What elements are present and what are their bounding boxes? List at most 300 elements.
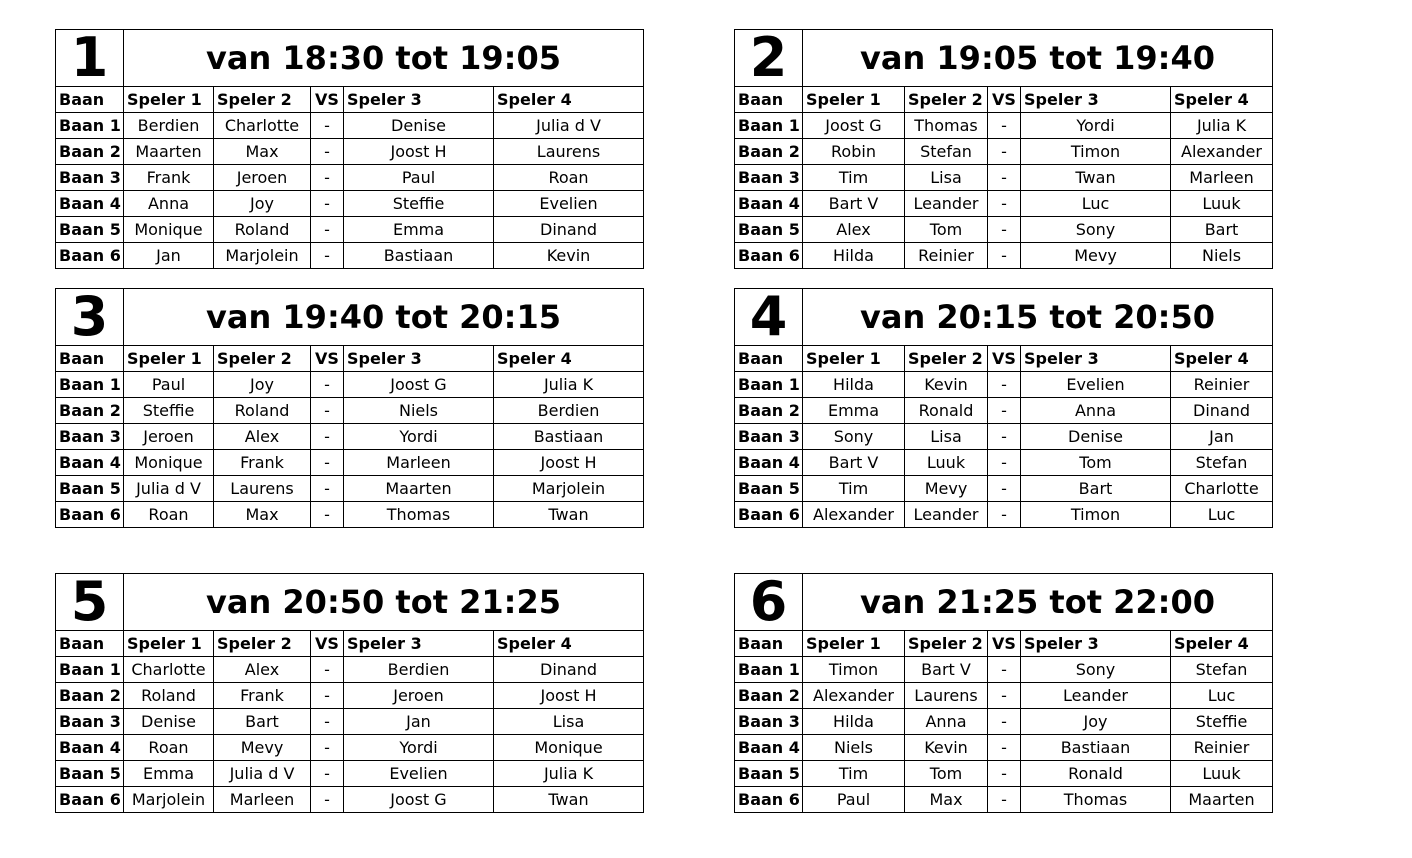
header-player-2: Speler 2 <box>214 631 311 657</box>
player-1: Timon <box>803 657 905 683</box>
table-row <box>56 450 644 476</box>
header-player-2: Speler 2 <box>214 87 311 113</box>
header-player-1: Speler 1 <box>803 346 905 372</box>
table-row <box>735 683 1273 709</box>
table-row <box>735 424 1273 450</box>
round-number: 3 <box>56 289 124 346</box>
table-row <box>56 217 644 243</box>
player-4: Dinand <box>494 657 644 683</box>
player-4: Dinand <box>494 217 644 243</box>
header-lane: Baan <box>735 346 803 372</box>
player-1: Jan <box>124 243 214 269</box>
player-4: Twan <box>494 502 644 528</box>
player-2: Frank <box>214 683 311 709</box>
table-row <box>735 502 1273 528</box>
header-player-4: Speler 4 <box>494 87 644 113</box>
lane-label: Baan 5 <box>56 476 124 502</box>
round-time-title: van 20:50 tot 21:25 <box>124 574 644 631</box>
player-1: Tim <box>803 761 905 787</box>
table-row <box>56 191 644 217</box>
vs-dash: - <box>311 113 344 139</box>
player-4: Niels <box>1171 243 1273 269</box>
lane-label: Baan 1 <box>735 657 803 683</box>
player-1: Bart V <box>803 191 905 217</box>
lane-label: Baan 1 <box>56 372 124 398</box>
player-1: Anna <box>124 191 214 217</box>
round-time-title: van 20:15 tot 20:50 <box>803 289 1273 346</box>
header-player-4: Speler 4 <box>1171 346 1273 372</box>
lane-label: Baan 3 <box>735 424 803 450</box>
lane-label: Baan 4 <box>56 450 124 476</box>
player-2: Marleen <box>214 787 311 813</box>
player-1: Hilda <box>803 243 905 269</box>
player-2: Bart V <box>905 657 988 683</box>
player-4: Marjolein <box>494 476 644 502</box>
player-1: Alexander <box>803 683 905 709</box>
header-lane: Baan <box>56 87 124 113</box>
player-2: Jeroen <box>214 165 311 191</box>
table-row <box>735 476 1273 502</box>
vs-dash: - <box>311 424 344 450</box>
table-row <box>735 217 1273 243</box>
player-3: Evelien <box>344 761 494 787</box>
lane-label: Baan 2 <box>735 683 803 709</box>
header-vs: VS <box>311 631 344 657</box>
vs-dash: - <box>988 735 1021 761</box>
player-4: Roan <box>494 165 644 191</box>
player-3: Jan <box>344 709 494 735</box>
header-vs: VS <box>988 631 1021 657</box>
table-row <box>56 165 644 191</box>
vs-dash: - <box>311 139 344 165</box>
vs-dash: - <box>988 709 1021 735</box>
header-vs: VS <box>988 87 1021 113</box>
player-4: Charlotte <box>1171 476 1273 502</box>
player-2: Kevin <box>905 735 988 761</box>
player-1: Steffie <box>124 398 214 424</box>
vs-dash: - <box>988 657 1021 683</box>
player-2: Thomas <box>905 113 988 139</box>
player-3: Ronald <box>1021 761 1171 787</box>
table-row <box>735 657 1273 683</box>
player-3: Thomas <box>344 502 494 528</box>
vs-dash: - <box>988 191 1021 217</box>
player-3: Luc <box>1021 191 1171 217</box>
player-2: Lisa <box>905 165 988 191</box>
player-1: Charlotte <box>124 657 214 683</box>
player-4: Luuk <box>1171 761 1273 787</box>
player-4: Jan <box>1171 424 1273 450</box>
player-1: Sony <box>803 424 905 450</box>
table-row <box>735 113 1273 139</box>
player-2: Max <box>214 139 311 165</box>
lane-label: Baan 4 <box>735 191 803 217</box>
player-3: Joost G <box>344 372 494 398</box>
lane-label: Baan 5 <box>735 761 803 787</box>
player-2: Max <box>214 502 311 528</box>
header-player-3: Speler 3 <box>344 87 494 113</box>
player-3: Niels <box>344 398 494 424</box>
header-player-1: Speler 1 <box>124 631 214 657</box>
header-player-3: Speler 3 <box>1021 87 1171 113</box>
player-2: Laurens <box>905 683 988 709</box>
lane-label: Baan 3 <box>735 165 803 191</box>
round-schedule-2 <box>734 29 1273 269</box>
player-1: Denise <box>124 709 214 735</box>
player-1: Marjolein <box>124 787 214 813</box>
lane-label: Baan 6 <box>56 243 124 269</box>
lane-label: Baan 4 <box>56 191 124 217</box>
header-player-3: Speler 3 <box>1021 631 1171 657</box>
vs-dash: - <box>311 709 344 735</box>
player-2: Laurens <box>214 476 311 502</box>
table-row <box>56 787 644 813</box>
player-2: Alex <box>214 657 311 683</box>
player-4: Dinand <box>1171 398 1273 424</box>
lane-label: Baan 2 <box>56 139 124 165</box>
player-2: Kevin <box>905 372 988 398</box>
vs-dash: - <box>311 217 344 243</box>
lane-label: Baan 2 <box>56 683 124 709</box>
player-2: Alex <box>214 424 311 450</box>
vs-dash: - <box>311 657 344 683</box>
table-row <box>56 476 644 502</box>
header-player-4: Speler 4 <box>1171 87 1273 113</box>
lane-label: Baan 1 <box>56 113 124 139</box>
lane-label: Baan 3 <box>56 424 124 450</box>
lane-label: Baan 5 <box>56 217 124 243</box>
lane-label: Baan 4 <box>56 735 124 761</box>
header-player-1: Speler 1 <box>124 87 214 113</box>
player-1: Emma <box>803 398 905 424</box>
vs-dash: - <box>988 372 1021 398</box>
round-schedule-1 <box>55 29 644 269</box>
player-3: Timon <box>1021 139 1171 165</box>
player-1: Hilda <box>803 372 905 398</box>
player-1: Roan <box>124 502 214 528</box>
player-2: Julia d V <box>214 761 311 787</box>
player-4: Julia K <box>1171 113 1273 139</box>
player-4: Reinier <box>1171 735 1273 761</box>
table-row <box>735 735 1273 761</box>
table-row <box>56 243 644 269</box>
vs-dash: - <box>311 787 344 813</box>
lane-label: Baan 1 <box>56 657 124 683</box>
player-2: Max <box>905 787 988 813</box>
player-2: Marjolein <box>214 243 311 269</box>
player-3: Bastiaan <box>344 243 494 269</box>
header-player-2: Speler 2 <box>905 87 988 113</box>
table-row <box>735 398 1273 424</box>
table-row <box>735 787 1273 813</box>
player-1: Hilda <box>803 709 905 735</box>
player-3: Paul <box>344 165 494 191</box>
round-schedule-4 <box>734 288 1273 528</box>
player-2: Ronald <box>905 398 988 424</box>
player-1: Tim <box>803 165 905 191</box>
player-1: Paul <box>124 372 214 398</box>
player-2: Tom <box>905 217 988 243</box>
player-4: Alexander <box>1171 139 1273 165</box>
player-3: Evelien <box>1021 372 1171 398</box>
lane-label: Baan 2 <box>735 139 803 165</box>
player-4: Twan <box>494 787 644 813</box>
vs-dash: - <box>988 217 1021 243</box>
player-3: Anna <box>1021 398 1171 424</box>
lane-label: Baan 6 <box>56 502 124 528</box>
header-vs: VS <box>988 346 1021 372</box>
player-1: Frank <box>124 165 214 191</box>
player-4: Maarten <box>1171 787 1273 813</box>
vs-dash: - <box>311 476 344 502</box>
table-row <box>56 424 644 450</box>
player-4: Luuk <box>1171 191 1273 217</box>
vs-dash: - <box>311 761 344 787</box>
player-3: Mevy <box>1021 243 1171 269</box>
lane-label: Baan 4 <box>735 450 803 476</box>
vs-dash: - <box>311 735 344 761</box>
player-3: Emma <box>344 217 494 243</box>
player-3: Denise <box>1021 424 1171 450</box>
player-1: Alexander <box>803 502 905 528</box>
vs-dash: - <box>988 450 1021 476</box>
round-schedule-5 <box>55 573 644 813</box>
header-player-3: Speler 3 <box>344 346 494 372</box>
player-3: Joy <box>1021 709 1171 735</box>
vs-dash: - <box>311 191 344 217</box>
player-4: Stefan <box>1171 450 1273 476</box>
player-1: Paul <box>803 787 905 813</box>
table-row <box>56 709 644 735</box>
player-3: Twan <box>1021 165 1171 191</box>
table-row <box>56 502 644 528</box>
lane-label: Baan 5 <box>735 476 803 502</box>
table-row <box>56 398 644 424</box>
vs-dash: - <box>311 165 344 191</box>
player-2: Anna <box>905 709 988 735</box>
lane-label: Baan 6 <box>735 243 803 269</box>
player-4: Julia K <box>494 372 644 398</box>
player-2: Mevy <box>214 735 311 761</box>
lane-label: Baan 3 <box>735 709 803 735</box>
table-row <box>56 139 644 165</box>
round-number: 5 <box>56 574 124 631</box>
player-4: Bart <box>1171 217 1273 243</box>
player-3: Thomas <box>1021 787 1171 813</box>
player-3: Berdien <box>344 657 494 683</box>
player-1: Alex <box>803 217 905 243</box>
round-time-title: van 21:25 tot 22:00 <box>803 574 1273 631</box>
player-1: Emma <box>124 761 214 787</box>
table-row <box>735 372 1273 398</box>
player-2: Mevy <box>905 476 988 502</box>
player-3: Yordi <box>344 424 494 450</box>
player-2: Joy <box>214 191 311 217</box>
round-time-title: van 19:05 tot 19:40 <box>803 30 1273 87</box>
player-4: Luc <box>1171 683 1273 709</box>
player-2: Luuk <box>905 450 988 476</box>
vs-dash: - <box>988 113 1021 139</box>
table-row <box>735 761 1273 787</box>
player-3: Sony <box>1021 657 1171 683</box>
header-player-2: Speler 2 <box>905 346 988 372</box>
vs-dash: - <box>311 243 344 269</box>
lane-label: Baan 1 <box>735 113 803 139</box>
player-1: Monique <box>124 217 214 243</box>
vs-dash: - <box>988 502 1021 528</box>
player-1: Joost G <box>803 113 905 139</box>
player-3: Maarten <box>344 476 494 502</box>
player-4: Julia K <box>494 761 644 787</box>
lane-label: Baan 6 <box>56 787 124 813</box>
player-2: Reinier <box>905 243 988 269</box>
player-2: Bart <box>214 709 311 735</box>
table-row <box>56 372 644 398</box>
vs-dash: - <box>988 787 1021 813</box>
round-number: 6 <box>735 574 803 631</box>
player-2: Roland <box>214 217 311 243</box>
lane-label: Baan 5 <box>735 217 803 243</box>
player-4: Joost H <box>494 450 644 476</box>
player-4: Lisa <box>494 709 644 735</box>
round-number: 1 <box>56 30 124 87</box>
lane-label: Baan 6 <box>735 502 803 528</box>
player-3: Bastiaan <box>1021 735 1171 761</box>
lane-label: Baan 2 <box>56 398 124 424</box>
player-2: Leander <box>905 191 988 217</box>
player-1: Jeroen <box>124 424 214 450</box>
player-3: Timon <box>1021 502 1171 528</box>
lane-label: Baan 4 <box>735 735 803 761</box>
header-player-4: Speler 4 <box>494 631 644 657</box>
player-1: Maarten <box>124 139 214 165</box>
header-player-1: Speler 1 <box>124 346 214 372</box>
vs-dash: - <box>988 165 1021 191</box>
header-lane: Baan <box>735 87 803 113</box>
lane-label: Baan 1 <box>735 372 803 398</box>
round-number: 2 <box>735 30 803 87</box>
player-4: Julia d V <box>494 113 644 139</box>
player-3: Bart <box>1021 476 1171 502</box>
header-player-3: Speler 3 <box>344 631 494 657</box>
player-2: Stefan <box>905 139 988 165</box>
player-1: Robin <box>803 139 905 165</box>
header-lane: Baan <box>56 346 124 372</box>
player-3: Sony <box>1021 217 1171 243</box>
player-1: Tim <box>803 476 905 502</box>
player-2: Charlotte <box>214 113 311 139</box>
table-row <box>56 761 644 787</box>
table-row <box>735 165 1273 191</box>
vs-dash: - <box>988 424 1021 450</box>
player-3: Jeroen <box>344 683 494 709</box>
player-4: Evelien <box>494 191 644 217</box>
player-4: Joost H <box>494 683 644 709</box>
vs-dash: - <box>988 761 1021 787</box>
header-lane: Baan <box>56 631 124 657</box>
table-row <box>56 683 644 709</box>
player-2: Lisa <box>905 424 988 450</box>
round-schedule-6 <box>734 573 1273 813</box>
player-4: Stefan <box>1171 657 1273 683</box>
round-number: 4 <box>735 289 803 346</box>
header-player-2: Speler 2 <box>214 346 311 372</box>
vs-dash: - <box>988 476 1021 502</box>
vs-dash: - <box>988 243 1021 269</box>
lane-label: Baan 3 <box>56 165 124 191</box>
player-1: Roan <box>124 735 214 761</box>
vs-dash: - <box>311 502 344 528</box>
player-1: Bart V <box>803 450 905 476</box>
lane-label: Baan 6 <box>735 787 803 813</box>
player-4: Luc <box>1171 502 1273 528</box>
vs-dash: - <box>988 398 1021 424</box>
player-3: Tom <box>1021 450 1171 476</box>
player-2: Tom <box>905 761 988 787</box>
header-vs: VS <box>311 346 344 372</box>
table-row <box>735 243 1273 269</box>
player-1: Berdien <box>124 113 214 139</box>
player-3: Yordi <box>1021 113 1171 139</box>
table-row <box>735 450 1273 476</box>
vs-dash: - <box>311 450 344 476</box>
player-3: Marleen <box>344 450 494 476</box>
round-schedule-3 <box>55 288 644 528</box>
player-1: Roland <box>124 683 214 709</box>
player-2: Joy <box>214 372 311 398</box>
player-4: Monique <box>494 735 644 761</box>
player-3: Joost H <box>344 139 494 165</box>
header-lane: Baan <box>735 631 803 657</box>
vs-dash: - <box>988 683 1021 709</box>
lane-label: Baan 2 <box>735 398 803 424</box>
vs-dash: - <box>988 139 1021 165</box>
player-1: Julia d V <box>124 476 214 502</box>
player-3: Leander <box>1021 683 1171 709</box>
table-row <box>735 191 1273 217</box>
player-3: Denise <box>344 113 494 139</box>
player-2: Leander <box>905 502 988 528</box>
header-player-4: Speler 4 <box>1171 631 1273 657</box>
round-time-title: van 19:40 tot 20:15 <box>124 289 644 346</box>
player-1: Niels <box>803 735 905 761</box>
player-2: Frank <box>214 450 311 476</box>
table-row <box>735 139 1273 165</box>
lane-label: Baan 5 <box>56 761 124 787</box>
lane-label: Baan 3 <box>56 709 124 735</box>
table-row <box>56 657 644 683</box>
player-1: Monique <box>124 450 214 476</box>
vs-dash: - <box>311 683 344 709</box>
header-player-3: Speler 3 <box>1021 346 1171 372</box>
player-3: Joost G <box>344 787 494 813</box>
player-3: Yordi <box>344 735 494 761</box>
table-row <box>56 735 644 761</box>
player-4: Steffie <box>1171 709 1273 735</box>
header-vs: VS <box>311 87 344 113</box>
table-row <box>56 113 644 139</box>
player-4: Reinier <box>1171 372 1273 398</box>
header-player-2: Speler 2 <box>905 631 988 657</box>
vs-dash: - <box>311 372 344 398</box>
header-player-1: Speler 1 <box>803 631 905 657</box>
header-player-4: Speler 4 <box>494 346 644 372</box>
player-4: Marleen <box>1171 165 1273 191</box>
header-player-1: Speler 1 <box>803 87 905 113</box>
round-time-title: van 18:30 tot 19:05 <box>124 30 644 87</box>
player-2: Roland <box>214 398 311 424</box>
table-row <box>735 709 1273 735</box>
